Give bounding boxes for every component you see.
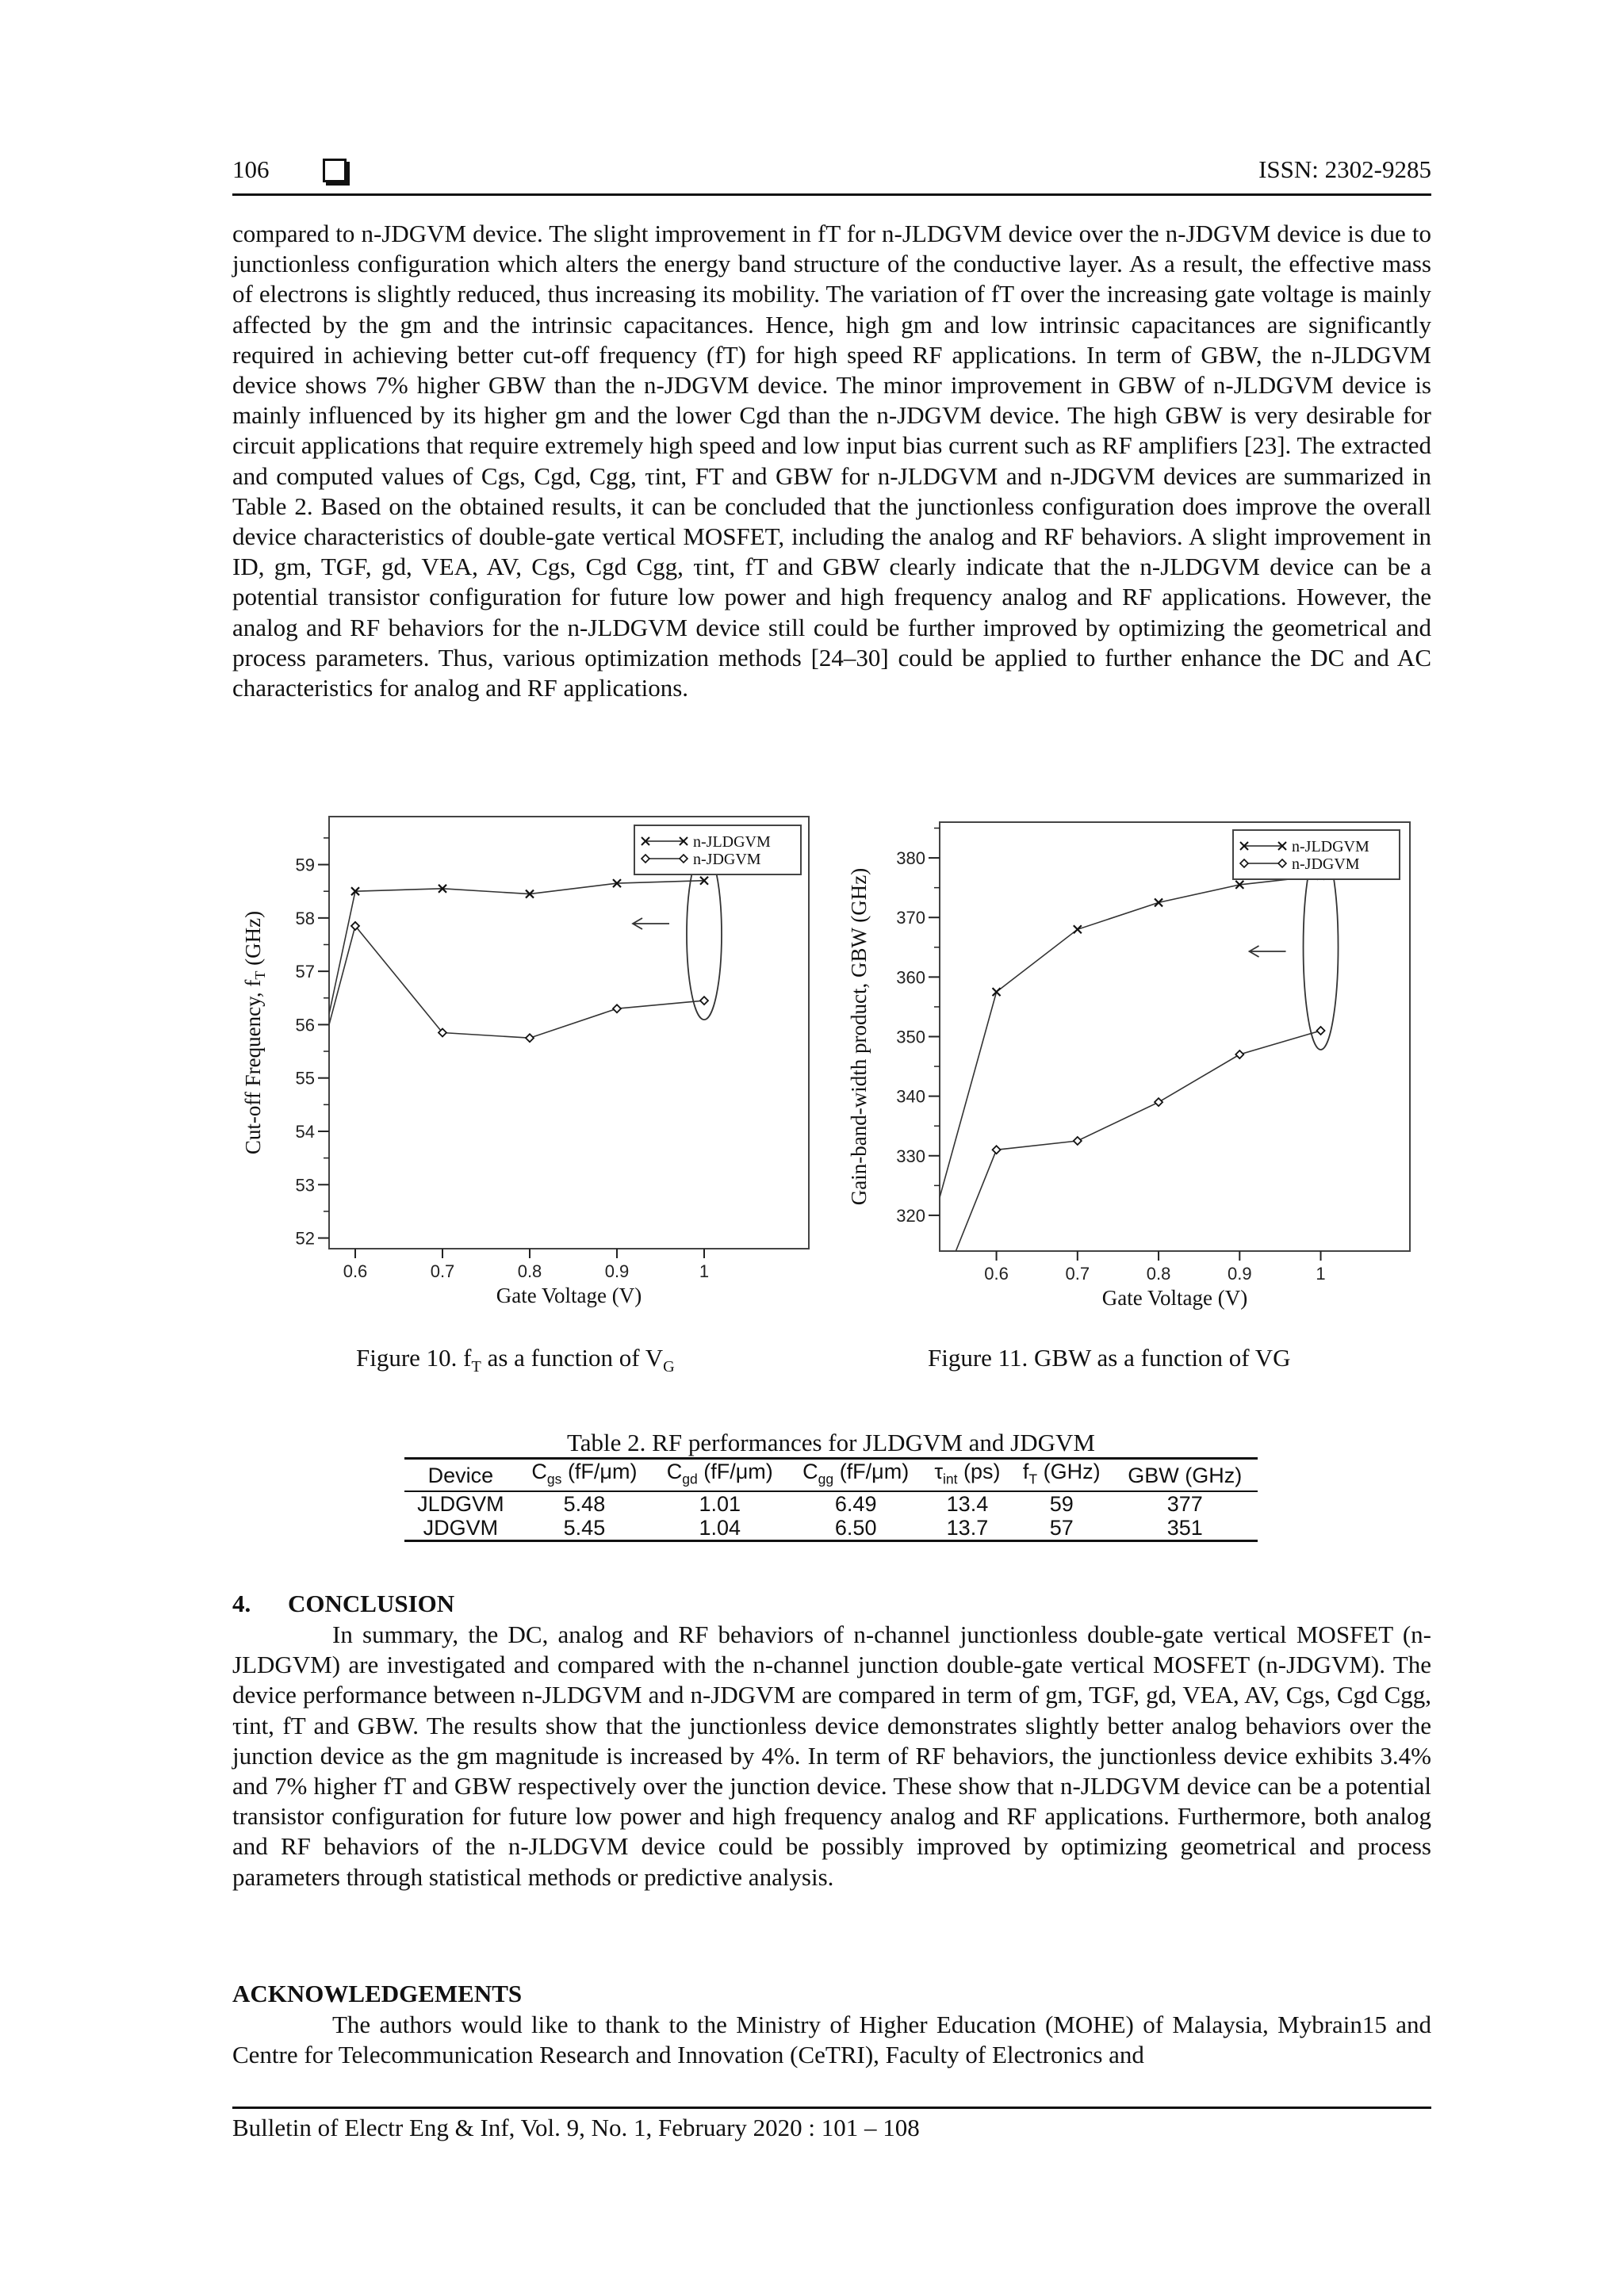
- table-cell: 5.48: [563, 1492, 606, 1517]
- x-axis-label: Gate Voltage (V): [496, 1284, 642, 1307]
- table-header-cell: GBW (GHz): [1113, 1459, 1258, 1492]
- table-cell: 59: [1049, 1492, 1074, 1517]
- x-tick-label: 0.7: [1065, 1264, 1090, 1284]
- x-tick-label: 1: [699, 1261, 710, 1281]
- x-tick-label: 0.6: [984, 1264, 1009, 1284]
- x-tick-label: 0.8: [517, 1261, 542, 1281]
- rf-performance-table: [404, 1457, 1258, 1542]
- legend-label: n-JLDGVM: [693, 833, 771, 851]
- x-tick-label: 0.8: [1146, 1264, 1171, 1284]
- table-cell: 1.01: [699, 1492, 741, 1517]
- ft-vs-vg-chart: [238, 813, 817, 1328]
- table-cell: 13.4: [946, 1492, 989, 1517]
- checkbox-square-icon: [323, 159, 347, 182]
- y-axis-label: Cut-off Frequency, $f_T$ (GHz): [241, 910, 268, 1155]
- table-cell: 351: [1113, 1516, 1258, 1541]
- y-tick-label: 57: [295, 962, 315, 982]
- table-header-row: [404, 1459, 1258, 1492]
- x-tick-label: 0.7: [430, 1261, 455, 1281]
- table-cell: 5.45: [517, 1516, 652, 1541]
- table-2: [404, 1429, 1258, 1542]
- y-tick-label: 350: [896, 1027, 925, 1047]
- table-header-cell: $C_{gd}$ (fF/μm): [652, 1459, 787, 1492]
- page-footer: Bulletin of Electr Eng & Inf, Vol. 9, No. 1, February 2020 : 101 – 108: [232, 2107, 1431, 2142]
- page-number: 106: [232, 155, 270, 183]
- table-cell: JLDGVM: [417, 1492, 504, 1517]
- acknowledgements-paragraph: The authors would like to thank to the Ministry of Higher Education (MOHE) of Malaysia, Mybrain15 and Centre for Telecommunication Research and Innovation (CeTRI), Faculty of Electronics and: [232, 2011, 1431, 2069]
- y-tick-label: 53: [295, 1175, 315, 1196]
- table-cell: JDGVM: [404, 1516, 517, 1541]
- y-tick-label: 59: [295, 855, 315, 875]
- table-cell: 1.04: [652, 1516, 787, 1541]
- table-row: [404, 1516, 1258, 1541]
- plot-frame: [329, 817, 809, 1249]
- figure-11: [841, 813, 1419, 1328]
- table-header-cell: $C_{gs}$ (fF/μm): [517, 1459, 652, 1492]
- y-tick-label: 52: [295, 1228, 315, 1249]
- y-tick-label: 55: [295, 1068, 315, 1089]
- table-cell: 377: [1166, 1492, 1203, 1517]
- conclusion-paragraph: In summary, the DC, analog and RF behaviors of n-channel junctionless double-gate vertical MOSFET (n-JLDGVM) are investigated and compared with the n-channel junction double-gate vertical MOSFET (n-JDGVM). The device performance between n-JLDGVM and n-JDGVM are compared in term of gm, TGF, gd, VEA, AV, Cgs, Cgd Cgg, τint, fT and GBW. The results show that the junctionless device demonstrates slightly better analog behaviors over the junction device as the gm magnitude is increased by 4%. In term of RF behaviors, the junctionless device exhibits 3.4% and 7% higher fT and GBW respectively over the junction device. These show that n-JLDGVM device can be a potential transistor configuration for future low power and high frequency analog and RF applications. Furthermore, both analog and RF behaviors of the n-JLDGVM device could be possibly improved by optimizing geometrical and process parameters through statistical methods or predictive analysis.: [232, 1621, 1431, 1891]
- y-tick-label: 58: [295, 908, 315, 928]
- x-tick-label: 0.9: [604, 1261, 630, 1281]
- page-header: [232, 155, 1431, 196]
- y-axis-label: Gain-band-width product, GBW (GHz): [847, 867, 871, 1206]
- y-tick-label: 380: [896, 848, 925, 869]
- y-tick-label: 340: [896, 1086, 925, 1107]
- gbw-vs-vg-chart: [841, 813, 1419, 1328]
- legend-label: n-JDGVM: [1292, 855, 1360, 873]
- table-cell: 6.50: [787, 1516, 923, 1541]
- y-tick-label: 360: [896, 967, 925, 988]
- table-header-cell: $C_{gg}$ (fF/μm): [787, 1459, 923, 1492]
- table-cell: 13.7: [924, 1516, 1011, 1541]
- y-tick-label: 330: [896, 1146, 925, 1166]
- y-tick-label: 54: [295, 1121, 315, 1142]
- x-tick-label: 0.9: [1227, 1264, 1252, 1284]
- y-tick-label: 320: [896, 1205, 925, 1226]
- table-cell: 6.49: [834, 1492, 877, 1517]
- legend-label: n-JLDGVM: [1292, 838, 1369, 855]
- body-paragraph: compared to n-JDGVM device. The slight improvement in fT for n-JLDGVM device over the n-JDGVM device is due to junctionless configuration which alters the energy band structure of the conductive layer. As a result, the effective mass of electrons is slightly reduced, thus increasing its mobility. The variation of fT over the increasing gate voltage is mainly affected by the gm and the intrinsic capacitances. Hence, high gm and low intrinsic capacitances are significantly required in achieving better cut-off frequency (fT) for high speed RF applications. In term of GBW, the n-JLDGVM device shows 7% higher GBW than the n-JDGVM device. The minor improvement in GBW of n-JLDGVM device is mainly influenced by its higher gm and the lower Cgd than the n-JDGVM device. The high GBW is very desirable for circuit applications that require extremely high speed and low input bias current such as RF amplifiers [23]. The extracted and computed values of Cgs, Cgd, Cgg, τint, FT and GBW for n-JLDGVM and n-JDGVM devices are summarized in Table 2. Based on the obtained results, it can be concluded that the junctionless configuration does improve the overall device characteristics of double-gate vertical MOSFET, including the analog and RF behaviors. A slight improvement in ID, gm, TGF, gd, VEA, AV, Cgs, Cgd Cgg, τint, fT and GBW clearly indicate that the n-JLDGVM device can be a potential transistor configuration for future low power and high frequency analog and RF applications. However, the analog and RF behaviors for the n-JLDGVM device still could be further improved by optimizing the geometrical and process parameters. Thus, various optimization methods [24–30] could be applied to further enhance the DC and AC characteristics for analog and RF applications.: [232, 220, 1431, 702]
- plot-frame: [940, 822, 1410, 1251]
- x-tick-label: 1: [1316, 1264, 1326, 1284]
- x-axis-label: Gate Voltage (V): [1101, 1286, 1248, 1310]
- table-header-cell: Device: [404, 1459, 517, 1492]
- table-title: Table 2. RF performances for JLDGVM and JDGVM: [567, 1429, 1095, 1456]
- table-cell: 57: [1011, 1516, 1113, 1541]
- table-row: [404, 1491, 1258, 1516]
- table-header-cell: $f_T$ (GHz): [1011, 1459, 1113, 1492]
- acknowledgements-heading: ACKNOWLEDGEMENTS: [232, 1980, 523, 2007]
- figure-10-caption: Figure 10. $f_T$ as a function of $V_G$: [356, 1344, 675, 1376]
- x-tick-label: 0.6: [343, 1261, 368, 1281]
- conclusion-heading: 4. CONCLUSION: [232, 1590, 455, 1617]
- figure-11-caption: Figure 11. GBW as a function of VG: [928, 1344, 1291, 1372]
- y-tick-label: 56: [295, 1015, 315, 1035]
- y-tick-label: 370: [896, 908, 925, 928]
- table-header-cell: $\tau_{int}$ (ps): [924, 1459, 1011, 1492]
- legend-label: n-JDGVM: [693, 851, 761, 868]
- issn-label: ISSN: 2302-9285: [1258, 155, 1431, 183]
- figure-10: [238, 813, 817, 1328]
